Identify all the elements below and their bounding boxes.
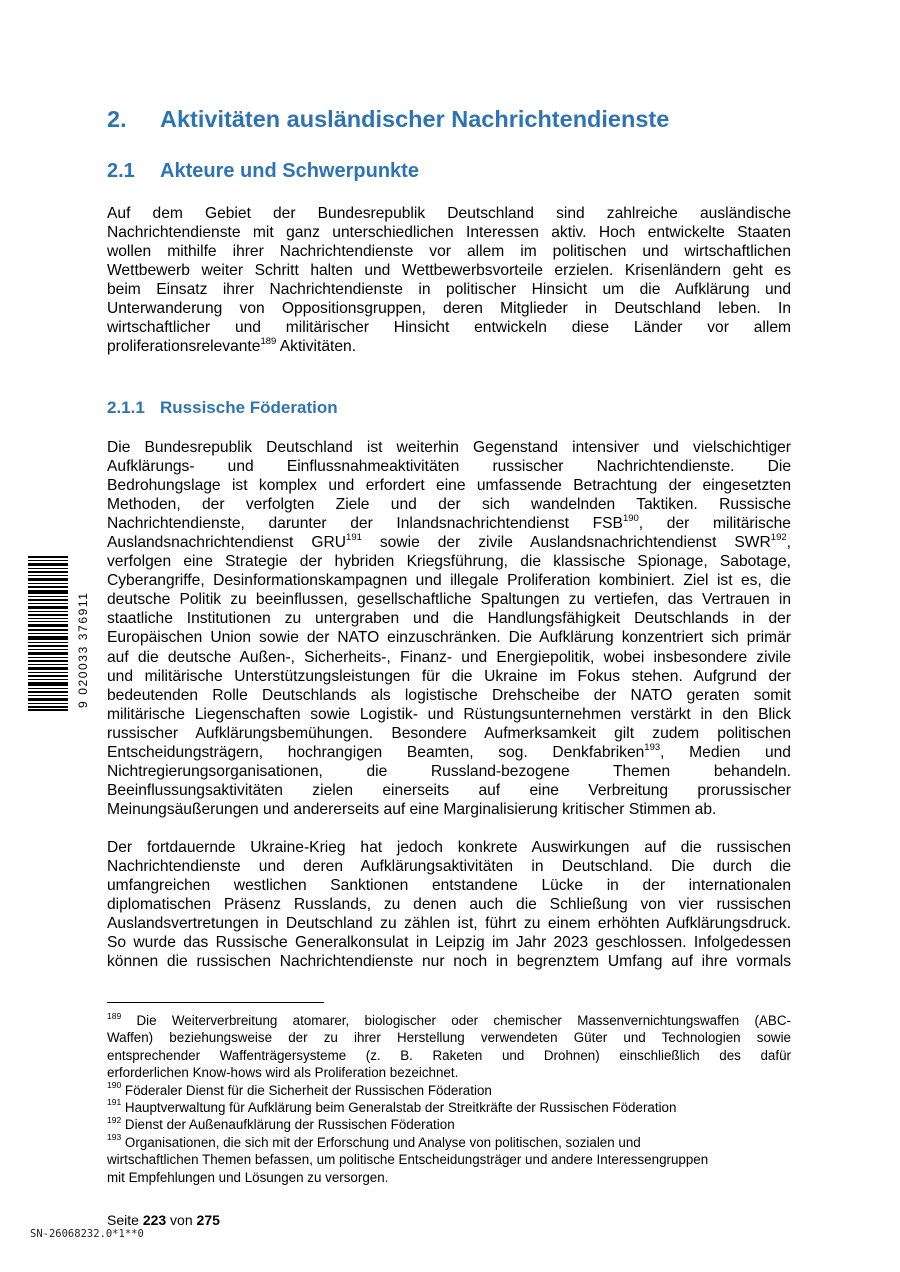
- total-pages: 275: [196, 1212, 220, 1228]
- intro-paragraph: [107, 204, 791, 356]
- footnote-190: [107, 1082, 791, 1099]
- footnote-text: Hauptverwaltung für Aufklärung beim Generalstab der Streitkräfte der Russischen Föderation: [121, 1099, 677, 1115]
- text-line: Aufklärungs- und Einflussnahmeaktivitäten russischer Nachrichtendienste. Die: [107, 458, 791, 476]
- text-line: diplomatischen Präsenz Russlands, zu denen auch die Schließung von vier russischen: [107, 896, 791, 914]
- document-id: SN-26068232.0*1**0: [30, 1228, 144, 1240]
- section-heading: [107, 160, 419, 183]
- chapter-heading: [107, 106, 669, 133]
- text-fragment: Entscheidungsträgern, hochrangigen Beamten, sog. Denkfabriken: [107, 743, 645, 761]
- text-line: staatliche Institutionen zu untergraben und die Handlungsfähigkeit Deutschlands in der: [107, 610, 791, 628]
- text-line: Nachrichtendienste und deren Aufklärungsaktivitäten in Deutschland. Die durch die: [107, 858, 791, 876]
- footnote-193-line: mit Empfehlungen und Lösungen zu versorgen.: [107, 1169, 389, 1185]
- text-line: bedeutenden Rolle Deutschlands als logistische Drehscheibe der NATO geraten somit: [107, 686, 791, 704]
- footnote-189-line: entsprechender Waffenträgersysteme (z. B. Raketen und Drohnen) einschließlich des dafür: [107, 1047, 791, 1063]
- page-separator: von: [166, 1212, 197, 1228]
- footnote-192: [107, 1116, 791, 1133]
- footnote-191: [107, 1099, 791, 1116]
- text-line: So wurde das Russische Generalkonsulat in Leipzig im Jahr 2023 geschlossen. Infolgedessen: [107, 934, 791, 952]
- text-line: Nichtregierungsorganisationen, die Russland-bezogene Themen behandeln.: [107, 762, 791, 780]
- footnote-189-line: erforderlichen Know-hows wird als Proliferation bezeichnet.: [107, 1065, 459, 1081]
- text-line: [107, 514, 791, 533]
- footnote-divider: [107, 1002, 324, 1003]
- page-number: [107, 1212, 220, 1228]
- barcode-icon: [28, 556, 68, 711]
- footnote-189-line: Waffen) beziehungsweise der zu ihrer Herstellung verwendeten Güter und Technologien sowie: [107, 1030, 791, 1046]
- section-title: Akteure und Schwerpunkte: [160, 160, 419, 182]
- chapter-number: 2.: [107, 106, 127, 132]
- footnote-ref: 189: [260, 336, 277, 348]
- text-line: Methoden, der verfolgten Ziele und der sich wandelnden Taktiken. Russische: [107, 496, 791, 514]
- text-line: [107, 533, 791, 552]
- footnote-ref: 191: [346, 532, 362, 544]
- subsection-number: 2.1.1: [107, 398, 145, 417]
- text-line: Beeinflussungsaktivitäten zielen einerseits auf eine Verbreitung prorussischer: [107, 781, 791, 799]
- text-line: Meinungsäußerungen und andererseits auf eine Marginalisierung kritischer Stimmen ab.: [107, 800, 717, 818]
- footnote-193-line: [107, 1134, 791, 1151]
- footnote-text: Föderaler Dienst für die Sicherheit der Russischen Föderation: [121, 1082, 492, 1098]
- text-line: Bedrohungslage ist komplex und erfordert eine umfassende Betrachtung der eingesetzten: [107, 477, 791, 495]
- subsection-title: Russische Föderation: [160, 398, 338, 417]
- barcode-digits: 9 020033 376911: [76, 591, 90, 708]
- text-line: wollen mithilfe ihrer Nachrichtendienste vor allem im politischen und wirtschaftlichen: [107, 243, 791, 261]
- footnote-number: 191: [107, 1097, 122, 1108]
- page-prefix: Seite: [107, 1212, 143, 1228]
- text-line: verfolgen eine Strategie der hybriden Kriegsführung, die klassische Spionage, Sabotage,: [107, 553, 791, 571]
- section-number: 2.1: [107, 160, 135, 182]
- footnote-text: Die Weiterverbreitung atomarer, biologischer oder chemischer Massenvernichtungswaffen (ABC-: [121, 1013, 791, 1028]
- text-line: Wettbewerb weiter Schritt halten und Wettbewerbsvorteile erzielen. Krisenländern geht es: [107, 262, 791, 280]
- text-fragment: proliferationsrelevante: [107, 338, 261, 356]
- text-line: umfangreichen westlichen Sanktionen entstandene Lücke in der internationalen: [107, 877, 791, 895]
- text-fragment: , der militärische: [638, 515, 791, 533]
- current-page: 223: [142, 1212, 167, 1228]
- text-line: Unterwanderung von Oppositionsgruppen, deren Mitglieder in Deutschland leben. In: [107, 300, 791, 318]
- text-line: wirtschaftlicher und militärischer Hinsicht entwickeln diese Länder vor allem: [107, 319, 791, 337]
- footnote-ref: 193: [644, 741, 661, 753]
- text-line: Die Bundesrepublik Deutschland ist weiterhin Gegenstand intensiver und vielschichtiger: [107, 439, 791, 456]
- footnote-ref: 192: [770, 532, 787, 544]
- text-line: Nachrichtendienste mit ganz unterschiedlichen Interessen aktiv. Hoch entwickelte Staaten: [107, 224, 791, 242]
- text-line: deutsche Politik zu beeinflussen, gesellschaftliche Spaltungen zu vertiefen, das Vertrauen in: [107, 591, 791, 609]
- text-fragment: sowie der zivile Auslandsnachrichtendienst SWR: [361, 534, 771, 552]
- text-fragment: Auslandsnachrichtendienst GRU: [107, 534, 347, 552]
- footnotes: [107, 1012, 791, 1186]
- russia-paragraph: [107, 438, 791, 819]
- footnote-text: Dienst der Außenaufklärung der Russischen Föderation: [121, 1117, 455, 1133]
- footnote-number: 192: [107, 1114, 122, 1125]
- text-line: auf die deutsche Außen-, Sicherheits-, Finanz- und Energiepolitik, wobei insbesondere zivile: [107, 648, 791, 666]
- subsection-heading: [107, 398, 338, 418]
- footnote-number: 193: [107, 1132, 122, 1143]
- text-fragment: Aktivitäten.: [276, 338, 357, 356]
- ukraine-war-paragraph: [107, 838, 791, 971]
- footnote-ref: 190: [622, 513, 639, 524]
- text-fragment: Nachrichtendienste, darunter der Inlandsnachrichtendienst FSB: [107, 515, 623, 533]
- footnote-189-line: [107, 1012, 791, 1029]
- text-line: militärische Liegenschaften sowie Logistik- und Rüstungsunternehmen verstärkt in den Blick: [107, 705, 791, 723]
- text-fragment: ,: [786, 534, 791, 552]
- text-line: Auf dem Gebiet der Bundesrepublik Deutschland sind zahlreiche ausländische: [107, 205, 791, 222]
- text-line: Cyberangriffe, Desinformationskampagnen und illegale Proliferation kombiniert. Ziel ist es, die: [107, 572, 791, 590]
- text-line: können die russischen Nachrichtendienste nur noch in begrenztem Umfang auf ihre vormals: [107, 953, 791, 971]
- text-line: Der fortdauernde Ukraine-Krieg hat jedoch konkrete Auswirkungen auf die russischen: [107, 839, 791, 856]
- text-line: beim Einsatz ihrer Nachrichtendienste in politischer Hinsicht um die Aufklärung und: [107, 281, 791, 299]
- text-line: Europäischen Union sowie der NATO einzuschränken. Die Aufklärung konzentriert sich primär: [107, 629, 791, 647]
- text-line: [107, 337, 791, 356]
- footnote-text: Organisationen, die sich mit der Erforschung und Analyse von politischen, sozialen und: [121, 1134, 641, 1150]
- chapter-title: Aktivitäten ausländischer Nachrichtendienste: [160, 106, 670, 132]
- footnote-193-line: wirtschaftlichen Themen befassen, um politische Entscheidungsträger und andere Interessengruppen: [107, 1152, 709, 1168]
- text-line: Auslandsvertretungen in Deutschland zu zählen ist, führt zu einem erhöhten Aufklärungsdruck.: [107, 915, 791, 933]
- footnote-number: 190: [107, 1080, 122, 1091]
- text-line: [107, 743, 791, 762]
- text-line: und militärische Unterstützungsleistungen für die Ukraine im Fokus stehen. Aufgrund der: [107, 667, 791, 685]
- text-fragment: , Medien und: [660, 743, 791, 761]
- text-line: russischer Aufklärungsbemühungen. Besondere Aufmerksamkeit gilt zudem politischen: [107, 724, 791, 742]
- footnote-number: 189: [107, 1010, 122, 1021]
